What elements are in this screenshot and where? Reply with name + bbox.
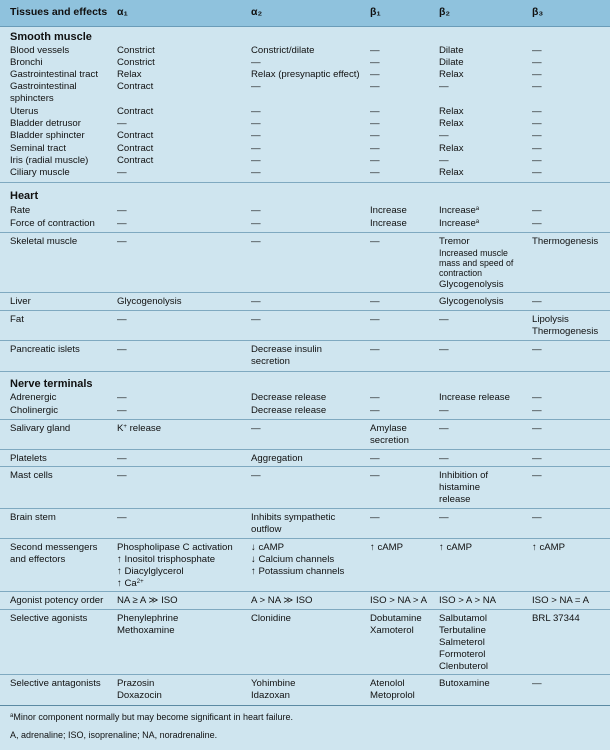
cell-beta3: — (532, 143, 542, 154)
cell-beta3: — (532, 118, 542, 129)
cell-beta2: Terbutaline (439, 625, 486, 636)
cell-beta2: — (439, 155, 449, 166)
cell-tissue: Ciliary muscle (10, 167, 70, 178)
cell-beta3: — (532, 405, 542, 416)
row-divider (0, 591, 610, 592)
row-divider (0, 674, 610, 675)
cell-alpha1: — (117, 405, 127, 416)
cell-beta1: — (370, 45, 380, 56)
cell-alpha1: Phospholipase C activation (117, 542, 233, 553)
cell-tissue: Force of contraction (10, 218, 95, 229)
cell-beta3: — (532, 392, 542, 403)
cell-alpha1: — (117, 118, 127, 129)
cell-beta2: — (439, 423, 449, 434)
row-divider (0, 419, 610, 420)
cell-beta2: Salmeterol (439, 637, 485, 648)
cell-beta2: Increased muscle (439, 248, 508, 258)
cell-beta2: — (439, 130, 449, 141)
cell-tissue: Selective agonists (10, 613, 88, 624)
cell-beta1: — (370, 143, 380, 154)
cell-alpha2: — (251, 118, 261, 129)
col-header-beta3: β₃ (532, 6, 544, 18)
row-divider (0, 508, 610, 509)
cell-text: Increase (439, 218, 476, 229)
cell-tissue: Brain stem (10, 512, 56, 523)
cell-beta2: Formoterol (439, 649, 486, 660)
cell-beta2: Relax (439, 167, 464, 178)
cell-beta3: — (532, 155, 542, 166)
cell-beta2: ↑ cAMP (439, 542, 473, 553)
cell-alpha2: ↓ cAMP (251, 542, 285, 553)
cell-beta1: Xamoterol (370, 625, 414, 636)
cell-text: Increase (439, 205, 476, 216)
col-header-beta1: β₁ (370, 6, 381, 18)
cell-tissue: Adrenergic (10, 392, 57, 403)
cell-alpha1: — (117, 470, 127, 481)
cell-tissue: Second messengers (10, 542, 98, 553)
cell-tissue: and effectors (10, 554, 66, 565)
cell-alpha2: Decrease insulin (251, 344, 322, 355)
superscript: + (123, 424, 127, 430)
cell-beta2: Relax (439, 69, 464, 80)
row-divider (0, 232, 610, 233)
cell-beta2: Inhibition of (439, 470, 489, 481)
cell-alpha1: ↑ Inositol trisphosphate (117, 554, 216, 565)
cell-tissue: Agonist potency order (10, 595, 104, 606)
cell-beta3: — (532, 45, 542, 56)
cell-beta1: — (370, 167, 380, 178)
cell-alpha1: — (117, 344, 127, 355)
cell-tissue: Liver (10, 296, 31, 307)
cell-alpha1: NA ≥ A ≫ ISO (117, 595, 178, 606)
cell-tissue: Bladder detrusor (10, 118, 81, 129)
cell-alpha2: — (251, 130, 261, 141)
cell-alpha1 (117, 578, 144, 590)
cell-beta2: — (439, 453, 449, 464)
cell-beta2: Tremor (439, 236, 470, 247)
cell-alpha1: — (117, 314, 127, 325)
cell-beta1: — (370, 470, 380, 481)
cell-beta2: Glycogenolysis (439, 296, 504, 307)
cell-alpha1: Phenylephrine (117, 613, 179, 624)
cell-beta2: Increase release (439, 392, 510, 403)
abbreviations: A, adrenaline; ISO, isoprenaline; NA, noradrenaline. (10, 730, 218, 740)
cell-beta1: Dobutamine (370, 613, 422, 624)
cell-alpha1: Prazosin (117, 678, 155, 689)
cell-beta1: — (370, 69, 380, 80)
cell-tissue: Iris (radial muscle) (10, 155, 89, 166)
cell-alpha2: Aggregation (251, 453, 303, 464)
cell-alpha2: — (251, 470, 261, 481)
cell-beta1: Increase (370, 218, 407, 229)
cell-beta2: — (439, 405, 449, 416)
cell-beta3: — (532, 106, 542, 117)
cell-beta2 (439, 218, 479, 230)
cell-alpha1: — (117, 453, 127, 464)
footnote-marker: a (475, 219, 480, 225)
cell-beta2: mass and speed of (439, 258, 514, 268)
col-header-tissues: Tissues and effects (10, 6, 108, 18)
cell-alpha1: Contract (117, 106, 154, 117)
cell-tissue: Salivary gland (10, 423, 71, 434)
cell-alpha1: Methoxamine (117, 625, 175, 636)
cell-alpha1: — (117, 167, 127, 178)
cell-beta1: — (370, 81, 380, 92)
cell-alpha2: Decrease release (251, 392, 327, 403)
cell-beta3: — (532, 69, 542, 80)
cell-beta1: — (370, 155, 380, 166)
cell-beta2: contraction (439, 268, 483, 278)
row-divider (0, 449, 610, 450)
cell-alpha1: — (117, 392, 127, 403)
cell-beta3: — (532, 470, 542, 481)
cell-alpha2: ↑ Potassium channels (251, 566, 345, 577)
cell-alpha1: Contract (117, 81, 154, 92)
cell-beta3: ISO > NA = A (532, 595, 590, 606)
cell-alpha2: Yohimbine (251, 678, 296, 689)
cell-tissue: Uterus (10, 106, 39, 117)
cell-alpha2: Inhibits sympathetic (251, 512, 336, 523)
cell-alpha1 (117, 423, 161, 435)
cell-beta2: Salbutamol (439, 613, 487, 624)
cell-beta1: — (370, 130, 380, 141)
cell-tissue: Bladder sphincter (10, 130, 85, 141)
section-title: Heart (10, 190, 39, 202)
footnote-text: Minor component normally but may become significant in heart failure. (13, 712, 293, 722)
cell-alpha2: — (251, 236, 261, 247)
cell-beta1: — (370, 57, 380, 68)
col-header-beta2: β₂ (439, 6, 451, 18)
cell-beta1: Metoprolol (370, 690, 415, 701)
cell-beta3: — (532, 218, 542, 229)
cell-beta1: — (370, 512, 380, 523)
cell-beta3: — (532, 512, 542, 523)
cell-text: K (117, 423, 124, 434)
cell-beta1: ↑ cAMP (370, 542, 404, 553)
cell-tissue: Mast cells (10, 470, 53, 481)
table-bottom-rule (0, 705, 610, 706)
cell-beta1: ISO > NA > A (370, 595, 428, 606)
cell-tissue: Pancreatic islets (10, 344, 80, 355)
cell-beta2: Clenbuterol (439, 661, 489, 672)
cell-alpha1: Glycogenolysis (117, 296, 182, 307)
cell-alpha2: — (251, 167, 261, 178)
cell-beta3: — (532, 130, 542, 141)
cell-beta2: Relax (439, 106, 464, 117)
cell-beta2: — (439, 344, 449, 355)
cell-beta3: ↑ cAMP (532, 542, 566, 553)
cell-beta1: — (370, 236, 380, 247)
cell-beta3: — (532, 296, 542, 307)
cell-beta2 (439, 205, 479, 217)
cell-alpha2: outflow (251, 524, 282, 535)
cell-alpha2: A > NA ≫ ISO (251, 595, 313, 606)
cell-tissue: Platelets (10, 453, 47, 464)
row-divider (0, 182, 610, 183)
cell-alpha2: — (251, 314, 261, 325)
row-divider (0, 466, 610, 467)
col-header-alpha2: α₂ (251, 6, 263, 18)
col-header-alpha1: α₁ (117, 6, 128, 18)
cell-beta1: Atenolol (370, 678, 405, 689)
cell-beta1: — (370, 118, 380, 129)
cell-alpha1: Contract (117, 143, 154, 154)
cell-beta1: — (370, 392, 380, 403)
row-divider (0, 538, 610, 539)
cell-beta3: — (532, 81, 542, 92)
cell-alpha1: Constrict (117, 57, 155, 68)
cell-tissue: Blood vessels (10, 45, 70, 56)
cell-alpha2: Constrict/dilate (251, 45, 315, 56)
cell-beta3: — (532, 678, 542, 689)
cell-beta2: release (439, 494, 471, 505)
cell-alpha2: — (251, 143, 261, 154)
row-divider (0, 340, 610, 341)
cell-tissue: Seminal tract (10, 143, 66, 154)
cell-tissue: sphincters (10, 93, 54, 104)
cell-alpha2: Clonidine (251, 613, 292, 624)
cell-tissue: Fat (10, 314, 24, 325)
footnote-marker: a (10, 713, 14, 719)
cell-beta3: — (532, 344, 542, 355)
cell-beta3: — (532, 453, 542, 464)
cell-beta2: Relax (439, 118, 464, 129)
row-divider (0, 371, 610, 372)
cell-beta1: — (370, 405, 380, 416)
cell-alpha2: — (251, 423, 261, 434)
cell-text: ↑ Ca (117, 578, 137, 589)
cell-alpha2: — (251, 106, 261, 117)
cell-beta2: Relax (439, 143, 464, 154)
cell-alpha1: — (117, 205, 127, 216)
cell-tissue: Bronchi (10, 57, 43, 68)
cell-alpha2: Idazoxan (251, 690, 290, 701)
cell-beta1: secretion (370, 435, 409, 446)
cell-alpha1: Relax (117, 69, 142, 80)
cell-alpha2: — (251, 81, 261, 92)
cell-alpha2: Decrease release (251, 405, 327, 416)
cell-tissue: Rate (10, 205, 31, 216)
cell-tissue: Cholinergic (10, 405, 58, 416)
cell-alpha1: Contract (117, 155, 154, 166)
footnote (10, 712, 293, 722)
cell-beta2: Dilate (439, 57, 464, 68)
cell-beta2: — (439, 81, 449, 92)
cell-alpha2: — (251, 155, 261, 166)
cell-tissue: Gastrointestinal tract (10, 69, 98, 80)
cell-tissue: Gastrointestinal (10, 81, 77, 92)
section-title: Smooth muscle (10, 31, 92, 43)
cell-beta1: — (370, 106, 380, 117)
cell-beta2: histamine (439, 482, 481, 493)
cell-alpha1: ↑ Diacylglycerol (117, 566, 184, 577)
cell-tissue: Selective antagonists (10, 678, 101, 689)
cell-alpha1: Contract (117, 130, 154, 141)
cell-text: release (126, 423, 162, 434)
section-title: Nerve terminals (10, 378, 93, 390)
cell-beta2: ISO > A > NA (439, 595, 497, 606)
cell-beta3: BRL 37344 (532, 613, 580, 624)
superscript: 2+ (136, 579, 144, 585)
cell-beta3: — (532, 423, 542, 434)
cell-alpha1: — (117, 512, 127, 523)
cell-beta1: — (370, 453, 380, 464)
cell-alpha1: Doxazocin (117, 690, 162, 701)
cell-alpha1: — (117, 236, 127, 247)
footnote-marker: a (475, 206, 480, 212)
cell-alpha2: — (251, 296, 261, 307)
row-divider (0, 292, 610, 293)
cell-alpha2: ↓ Calcium channels (251, 554, 335, 565)
cell-alpha1: — (117, 218, 127, 229)
cell-beta2: Glycogenolysis (439, 279, 504, 290)
cell-beta1: — (370, 314, 380, 325)
cell-beta1: — (370, 296, 380, 307)
cell-alpha2: secretion (251, 356, 290, 367)
cell-beta1: Increase (370, 205, 407, 216)
cell-beta3: — (532, 57, 542, 68)
cell-beta3: Thermogenesis (532, 236, 599, 247)
cell-beta3: Lipolysis (532, 314, 569, 325)
cell-beta3: Thermogenesis (532, 326, 599, 337)
cell-alpha1: Constrict (117, 45, 155, 56)
cell-alpha2: — (251, 57, 261, 68)
row-divider (0, 310, 610, 311)
cell-alpha2: — (251, 205, 261, 216)
cell-beta2: Dilate (439, 45, 464, 56)
cell-beta1: — (370, 344, 380, 355)
table-header (0, 0, 610, 27)
cell-beta3: — (532, 167, 542, 178)
cell-beta2: — (439, 314, 449, 325)
cell-alpha2: Relax (presynaptic effect) (251, 69, 360, 80)
cell-beta2: Butoxamine (439, 678, 490, 689)
cell-beta3: — (532, 205, 542, 216)
cell-tissue: Skeletal muscle (10, 236, 78, 247)
cell-beta1: Amylase (370, 423, 407, 434)
row-divider (0, 609, 610, 610)
cell-alpha2: — (251, 218, 261, 229)
cell-beta2: — (439, 512, 449, 523)
